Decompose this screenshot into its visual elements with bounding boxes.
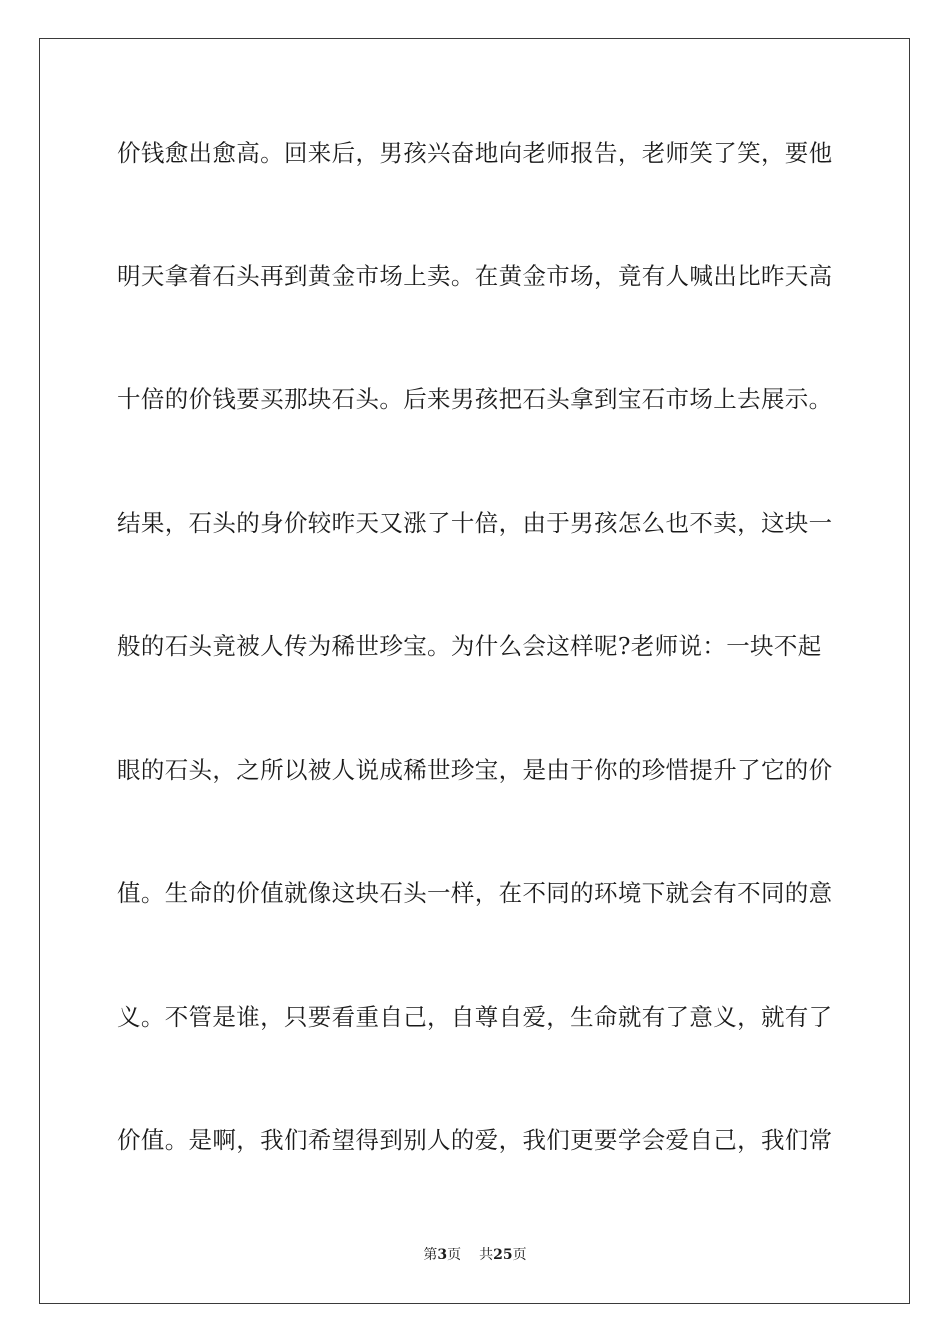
page-label-suffix: 页 [447, 1247, 462, 1263]
total-pages-number: 25 [493, 1247, 513, 1263]
total-label-prefix: 共 [479, 1247, 494, 1263]
body-text-line-2: 明天拿着石头再到黄金市场上卖。在黄金市场，竟有人喊出比昨天高 [117, 262, 833, 290]
body-text-line-1: 价钱愈出愈高。回来后，男孩兴奋地向老师报告，老师笑了笑，要他 [117, 139, 833, 167]
body-text-line-7: 值。生命的价值就像这块石头一样，在不同的环境下就会有不同的意 [117, 879, 833, 907]
page-border [39, 38, 910, 1304]
total-label-suffix: 页 [512, 1247, 527, 1263]
page-footer [0, 1246, 950, 1264]
body-text-line-4: 结果，石头的身价较昨天又涨了十倍，由于男孩怎么也不卖，这块一 [117, 509, 833, 537]
body-text-line-9: 价值。是啊，我们希望得到别人的爱，我们更要学会爱自己，我们常 [117, 1126, 833, 1154]
body-text-line-5: 般的石头竟被人传为稀世珍宝。为什么会这样呢?老师说：一块不起 [117, 632, 822, 660]
body-text-line-3: 十倍的价钱要买那块石头。后来男孩把石头拿到宝石市场上去展示。 [117, 385, 833, 413]
body-text-line-6: 眼的石头，之所以被人说成稀世珍宝，是由于你的珍惜提升了它的价 [117, 756, 833, 784]
current-page-number: 3 [437, 1247, 448, 1263]
page-label-prefix: 第 [423, 1247, 438, 1263]
body-text-line-8: 义。不管是谁，只要看重自己，自尊自爱，生命就有了意义，就有了 [117, 1003, 833, 1031]
